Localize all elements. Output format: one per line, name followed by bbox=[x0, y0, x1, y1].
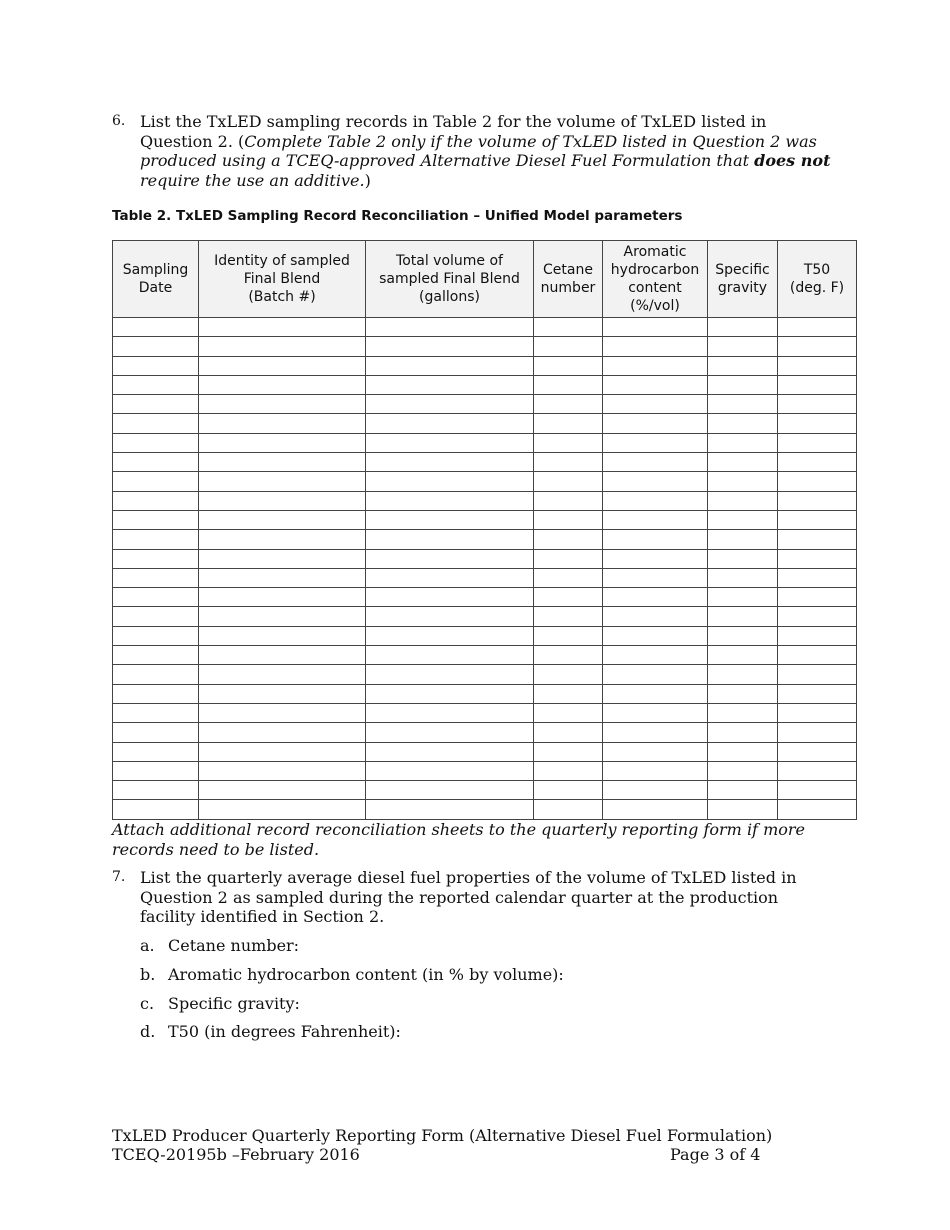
table-cell[interactable] bbox=[778, 781, 857, 800]
table-cell[interactable] bbox=[778, 588, 857, 607]
table-cell[interactable] bbox=[778, 549, 857, 568]
table-row bbox=[113, 588, 857, 607]
table-cell[interactable] bbox=[778, 607, 857, 626]
item-letter: d. bbox=[140, 1022, 156, 1041]
table-cell[interactable] bbox=[366, 588, 534, 607]
table-cell[interactable] bbox=[534, 646, 603, 665]
table-cell[interactable] bbox=[113, 337, 199, 356]
table-cell[interactable] bbox=[778, 646, 857, 665]
table-cell[interactable] bbox=[113, 491, 199, 510]
table-cell[interactable] bbox=[534, 472, 603, 491]
table-cell[interactable] bbox=[113, 742, 199, 761]
table-cell[interactable] bbox=[778, 684, 857, 703]
table-cell[interactable] bbox=[366, 800, 534, 819]
table-cell[interactable] bbox=[778, 433, 857, 452]
table-cell[interactable] bbox=[113, 375, 199, 394]
item-letter: a. bbox=[140, 936, 155, 955]
table-cell[interactable] bbox=[113, 568, 199, 587]
question-6-note-part-2: require the use an additive. bbox=[140, 170, 365, 190]
table-cell[interactable] bbox=[366, 318, 534, 337]
table-cell[interactable] bbox=[199, 318, 366, 337]
table-cell[interactable] bbox=[603, 318, 708, 337]
table-row bbox=[113, 626, 857, 645]
table-cell[interactable] bbox=[603, 800, 708, 819]
table-cell[interactable] bbox=[534, 761, 603, 780]
table-cell[interactable] bbox=[708, 549, 778, 568]
table-cell[interactable] bbox=[603, 375, 708, 394]
item-letter: b. bbox=[140, 965, 156, 984]
table-cell[interactable] bbox=[603, 491, 708, 510]
table-cell[interactable] bbox=[113, 549, 199, 568]
table-cell[interactable] bbox=[778, 337, 857, 356]
table-cell[interactable] bbox=[708, 568, 778, 587]
table-2-body bbox=[113, 318, 857, 820]
table-cell[interactable] bbox=[778, 395, 857, 414]
table-cell[interactable] bbox=[199, 607, 366, 626]
table-cell[interactable] bbox=[778, 742, 857, 761]
table-row bbox=[113, 356, 857, 375]
table-cell[interactable] bbox=[778, 723, 857, 742]
table-cell[interactable] bbox=[113, 684, 199, 703]
table-cell[interactable] bbox=[113, 472, 199, 491]
table-cell[interactable] bbox=[708, 665, 778, 684]
table-row bbox=[113, 607, 857, 626]
table-cell[interactable] bbox=[708, 491, 778, 510]
table-row bbox=[113, 318, 857, 337]
column-header bbox=[366, 241, 534, 318]
table-cell[interactable] bbox=[603, 414, 708, 433]
table-cell[interactable] bbox=[708, 723, 778, 742]
table-cell[interactable] bbox=[534, 530, 603, 549]
table-cell[interactable] bbox=[113, 588, 199, 607]
table-cell[interactable] bbox=[603, 761, 708, 780]
table-cell[interactable] bbox=[366, 742, 534, 761]
table-cell[interactable] bbox=[603, 337, 708, 356]
table-cell[interactable] bbox=[708, 453, 778, 472]
table-cell[interactable] bbox=[113, 530, 199, 549]
item-label: T50 (in degrees Fahrenheit): bbox=[168, 1022, 401, 1041]
table-cell[interactable] bbox=[708, 395, 778, 414]
column-header-line: Specific bbox=[715, 262, 770, 278]
table-cell[interactable] bbox=[113, 703, 199, 722]
table-cell[interactable] bbox=[366, 375, 534, 394]
table-cell[interactable] bbox=[708, 626, 778, 645]
table-cell[interactable] bbox=[534, 665, 603, 684]
table-cell[interactable] bbox=[199, 684, 366, 703]
table-cell[interactable] bbox=[534, 318, 603, 337]
table-row bbox=[113, 491, 857, 510]
table-cell[interactable] bbox=[603, 742, 708, 761]
table-cell[interactable] bbox=[708, 761, 778, 780]
table-cell[interactable] bbox=[534, 607, 603, 626]
table-cell[interactable] bbox=[113, 665, 199, 684]
table-row bbox=[113, 530, 857, 549]
column-header bbox=[113, 241, 199, 318]
table-cell[interactable] bbox=[603, 568, 708, 587]
table-cell[interactable] bbox=[534, 781, 603, 800]
table-cell[interactable] bbox=[366, 530, 534, 549]
table-row bbox=[113, 703, 857, 722]
table-cell[interactable] bbox=[113, 626, 199, 645]
table-cell[interactable] bbox=[199, 453, 366, 472]
table-cell[interactable] bbox=[199, 510, 366, 529]
table-cell[interactable] bbox=[534, 588, 603, 607]
table-cell[interactable] bbox=[603, 703, 708, 722]
table-row bbox=[113, 433, 857, 452]
table-cell[interactable] bbox=[708, 472, 778, 491]
table-cell[interactable] bbox=[603, 356, 708, 375]
table-cell[interactable] bbox=[199, 395, 366, 414]
column-header-line: hydrocarbon bbox=[610, 262, 700, 278]
table-cell[interactable] bbox=[113, 607, 199, 626]
table-cell[interactable] bbox=[113, 781, 199, 800]
table-cell[interactable] bbox=[603, 607, 708, 626]
table-cell[interactable] bbox=[199, 375, 366, 394]
table-cell[interactable] bbox=[708, 318, 778, 337]
table-cell[interactable] bbox=[366, 549, 534, 568]
table-cell[interactable] bbox=[778, 800, 857, 819]
table-cell[interactable] bbox=[366, 607, 534, 626]
table-cell[interactable] bbox=[366, 665, 534, 684]
table-cell[interactable] bbox=[708, 356, 778, 375]
table-cell[interactable] bbox=[366, 703, 534, 722]
table-cell[interactable] bbox=[778, 491, 857, 510]
table-cell[interactable] bbox=[603, 588, 708, 607]
table-cell[interactable] bbox=[113, 433, 199, 452]
table-cell[interactable] bbox=[534, 356, 603, 375]
table-row bbox=[113, 337, 857, 356]
table-cell[interactable] bbox=[113, 318, 199, 337]
table-cell[interactable] bbox=[534, 549, 603, 568]
table-cell[interactable] bbox=[603, 646, 708, 665]
column-header bbox=[708, 241, 778, 318]
table-cell[interactable] bbox=[534, 453, 603, 472]
table-cell[interactable] bbox=[778, 453, 857, 472]
table-cell[interactable] bbox=[113, 356, 199, 375]
question-6 bbox=[112, 112, 832, 190]
table-cell[interactable] bbox=[778, 375, 857, 394]
table-cell[interactable] bbox=[534, 337, 603, 356]
footer-page-number: Page 3 of 4 bbox=[670, 1145, 761, 1164]
table-cell[interactable] bbox=[708, 414, 778, 433]
table-cell[interactable] bbox=[199, 781, 366, 800]
table-row bbox=[113, 761, 857, 780]
table-cell[interactable] bbox=[199, 588, 366, 607]
table-cell[interactable] bbox=[199, 703, 366, 722]
table-cell[interactable] bbox=[366, 761, 534, 780]
table-cell[interactable] bbox=[534, 414, 603, 433]
table-cell[interactable] bbox=[199, 626, 366, 645]
table-row bbox=[113, 665, 857, 684]
table-cell[interactable] bbox=[778, 568, 857, 587]
table-cell[interactable] bbox=[366, 356, 534, 375]
table-cell[interactable] bbox=[366, 723, 534, 742]
column-header-line: (%/vol) bbox=[630, 298, 680, 314]
table-row bbox=[113, 742, 857, 761]
question-6-note-part-1: Complete Table 2 only if the volume of TxLED listed in Question 2 was produced using a TCEQ-approved Alternative Diesel Fuel Formulation that bbox=[140, 131, 817, 170]
table-cell[interactable] bbox=[366, 491, 534, 510]
table-row bbox=[113, 568, 857, 587]
table-row bbox=[113, 723, 857, 742]
column-header bbox=[778, 241, 857, 318]
table-cell[interactable] bbox=[199, 472, 366, 491]
table-cell[interactable] bbox=[778, 761, 857, 780]
table-cell[interactable] bbox=[603, 530, 708, 549]
column-header bbox=[534, 241, 603, 318]
table-cell[interactable] bbox=[708, 742, 778, 761]
table-cell[interactable] bbox=[366, 395, 534, 414]
table-row bbox=[113, 472, 857, 491]
table-cell[interactable] bbox=[113, 510, 199, 529]
item-label: Aromatic hydrocarbon content (in % by volume): bbox=[168, 965, 564, 984]
table-cell[interactable] bbox=[534, 491, 603, 510]
table-cell[interactable] bbox=[199, 742, 366, 761]
column-header-line: gravity bbox=[717, 280, 768, 296]
table-cell[interactable] bbox=[534, 510, 603, 529]
table-cell[interactable] bbox=[534, 568, 603, 587]
question-6-number: 6. bbox=[112, 113, 126, 129]
table-cell[interactable] bbox=[113, 723, 199, 742]
item-label: Cetane number: bbox=[168, 936, 300, 955]
column-header bbox=[199, 241, 366, 318]
table-cell[interactable] bbox=[603, 626, 708, 645]
column-header-line: Identity of sampled bbox=[214, 253, 350, 269]
item-letter: c. bbox=[140, 994, 155, 1013]
attach-note: Attach additional record reconciliation sheets to the quarterly reporting form if more records need to be listed. bbox=[112, 820, 805, 859]
table-cell[interactable] bbox=[366, 646, 534, 665]
table-cell[interactable] bbox=[199, 530, 366, 549]
table-cell[interactable] bbox=[708, 510, 778, 529]
table-cell[interactable] bbox=[199, 568, 366, 587]
table-cell[interactable] bbox=[708, 530, 778, 549]
table-cell[interactable] bbox=[778, 356, 857, 375]
footer-form-id: TCEQ-20195b –February 2016 bbox=[112, 1145, 360, 1164]
table-cell[interactable] bbox=[603, 433, 708, 452]
table-cell[interactable] bbox=[113, 395, 199, 414]
table-cell[interactable] bbox=[778, 318, 857, 337]
table-cell[interactable] bbox=[366, 684, 534, 703]
table-cell[interactable] bbox=[113, 414, 199, 433]
question-7-text: List the quarterly average diesel fuel properties of the volume of TxLED listed in Question 2 as sampled during the reported calendar quarter at the production facility identified in Section 2. bbox=[140, 868, 797, 926]
table-row bbox=[113, 510, 857, 529]
table-cell[interactable] bbox=[778, 510, 857, 529]
table-cell[interactable] bbox=[199, 433, 366, 452]
table-cell[interactable] bbox=[366, 781, 534, 800]
table-cell[interactable] bbox=[778, 626, 857, 645]
table-cell[interactable] bbox=[534, 723, 603, 742]
table-row bbox=[113, 375, 857, 394]
table-cell[interactable] bbox=[708, 684, 778, 703]
table-cell[interactable] bbox=[199, 646, 366, 665]
table-cell[interactable] bbox=[708, 337, 778, 356]
table-row bbox=[113, 781, 857, 800]
table-cell[interactable] bbox=[366, 453, 534, 472]
table-cell[interactable] bbox=[534, 395, 603, 414]
table-cell[interactable] bbox=[603, 684, 708, 703]
table-row bbox=[113, 395, 857, 414]
table-cell[interactable] bbox=[603, 723, 708, 742]
table-cell[interactable] bbox=[366, 472, 534, 491]
column-header-line: number bbox=[540, 280, 596, 296]
table-cell[interactable] bbox=[366, 414, 534, 433]
table-2-caption: Table 2. TxLED Sampling Record Reconciliation – Unified Model parameters bbox=[112, 208, 683, 224]
table-cell[interactable] bbox=[199, 800, 366, 819]
table-row bbox=[113, 549, 857, 568]
table-cell[interactable] bbox=[534, 742, 603, 761]
table-cell[interactable] bbox=[708, 375, 778, 394]
table-cell[interactable] bbox=[603, 472, 708, 491]
table-cell[interactable] bbox=[534, 800, 603, 819]
column-header-line: (deg. F) bbox=[789, 280, 845, 296]
table-cell[interactable] bbox=[708, 646, 778, 665]
table-cell[interactable] bbox=[534, 626, 603, 645]
table-cell[interactable] bbox=[113, 800, 199, 819]
table-cell[interactable] bbox=[534, 375, 603, 394]
question-7-item-b bbox=[140, 965, 564, 985]
column-header-line: Date bbox=[138, 280, 173, 296]
table-row bbox=[113, 646, 857, 665]
table-cell[interactable] bbox=[534, 684, 603, 703]
question-7-number: 7. bbox=[112, 869, 126, 885]
table-cell[interactable] bbox=[199, 549, 366, 568]
question-6-paren-close: ) bbox=[364, 170, 371, 190]
column-header-line: Sampling bbox=[122, 262, 189, 278]
question-6-text: List the TxLED sampling records in Table 2 for the volume of TxLED listed in Question 2. bbox=[140, 112, 767, 151]
table-cell[interactable] bbox=[708, 607, 778, 626]
table-cell[interactable] bbox=[199, 723, 366, 742]
table-cell[interactable] bbox=[366, 510, 534, 529]
table-cell[interactable] bbox=[778, 703, 857, 722]
table-cell[interactable] bbox=[366, 433, 534, 452]
column-header-line: content bbox=[628, 280, 682, 296]
question-7-item-c bbox=[140, 994, 300, 1014]
table-cell[interactable] bbox=[708, 800, 778, 819]
table-cell[interactable] bbox=[708, 703, 778, 722]
table-cell[interactable] bbox=[534, 433, 603, 452]
table-cell[interactable] bbox=[199, 491, 366, 510]
table-cell[interactable] bbox=[603, 395, 708, 414]
question-6-body bbox=[140, 112, 832, 190]
column-header-line: T50 bbox=[803, 262, 831, 278]
table-2-header-row bbox=[113, 241, 857, 318]
table-cell[interactable] bbox=[366, 337, 534, 356]
table-cell[interactable] bbox=[366, 568, 534, 587]
column-header-line: Final Blend bbox=[243, 271, 321, 287]
table-cell[interactable] bbox=[534, 703, 603, 722]
table-cell[interactable] bbox=[603, 510, 708, 529]
item-label: Specific gravity: bbox=[168, 994, 300, 1013]
question-7-item-a bbox=[140, 936, 299, 956]
table-cell[interactable] bbox=[778, 472, 857, 491]
table-cell[interactable] bbox=[113, 761, 199, 780]
table-cell[interactable] bbox=[366, 626, 534, 645]
column-header bbox=[603, 241, 708, 318]
table-cell[interactable] bbox=[199, 761, 366, 780]
table-cell[interactable] bbox=[199, 665, 366, 684]
table-cell[interactable] bbox=[113, 453, 199, 472]
footer-form-title: TxLED Producer Quarterly Reporting Form (Alternative Diesel Fuel Formulation) bbox=[112, 1126, 773, 1145]
table-cell[interactable] bbox=[113, 646, 199, 665]
column-header-line: Total volume of bbox=[396, 253, 503, 269]
table-cell[interactable] bbox=[778, 530, 857, 549]
table-row bbox=[113, 800, 857, 819]
table-cell[interactable] bbox=[199, 337, 366, 356]
table-cell[interactable] bbox=[603, 549, 708, 568]
table-cell[interactable] bbox=[199, 356, 366, 375]
table-row bbox=[113, 414, 857, 433]
table-cell[interactable] bbox=[603, 453, 708, 472]
column-header-line: (Batch #) bbox=[248, 289, 316, 305]
table-cell[interactable] bbox=[603, 781, 708, 800]
table-row bbox=[113, 684, 857, 703]
table-row bbox=[113, 453, 857, 472]
column-header-line: (gallons) bbox=[419, 289, 480, 305]
table-2 bbox=[112, 240, 857, 820]
column-header-line: sampled Final Blend bbox=[379, 271, 520, 287]
column-header-line: Cetane bbox=[543, 262, 593, 278]
question-7-item-d bbox=[140, 1022, 401, 1042]
table-cell[interactable] bbox=[778, 665, 857, 684]
table-cell[interactable] bbox=[708, 781, 778, 800]
table-cell[interactable] bbox=[778, 414, 857, 433]
question-7 bbox=[112, 868, 832, 927]
question-6-paren-open: ( bbox=[238, 131, 245, 151]
table-cell[interactable] bbox=[199, 414, 366, 433]
table-cell[interactable] bbox=[708, 433, 778, 452]
table-cell[interactable] bbox=[708, 588, 778, 607]
question-6-note-emphasis: does not bbox=[754, 151, 831, 170]
column-header-line: Aromatic bbox=[623, 244, 687, 260]
table-cell[interactable] bbox=[603, 665, 708, 684]
